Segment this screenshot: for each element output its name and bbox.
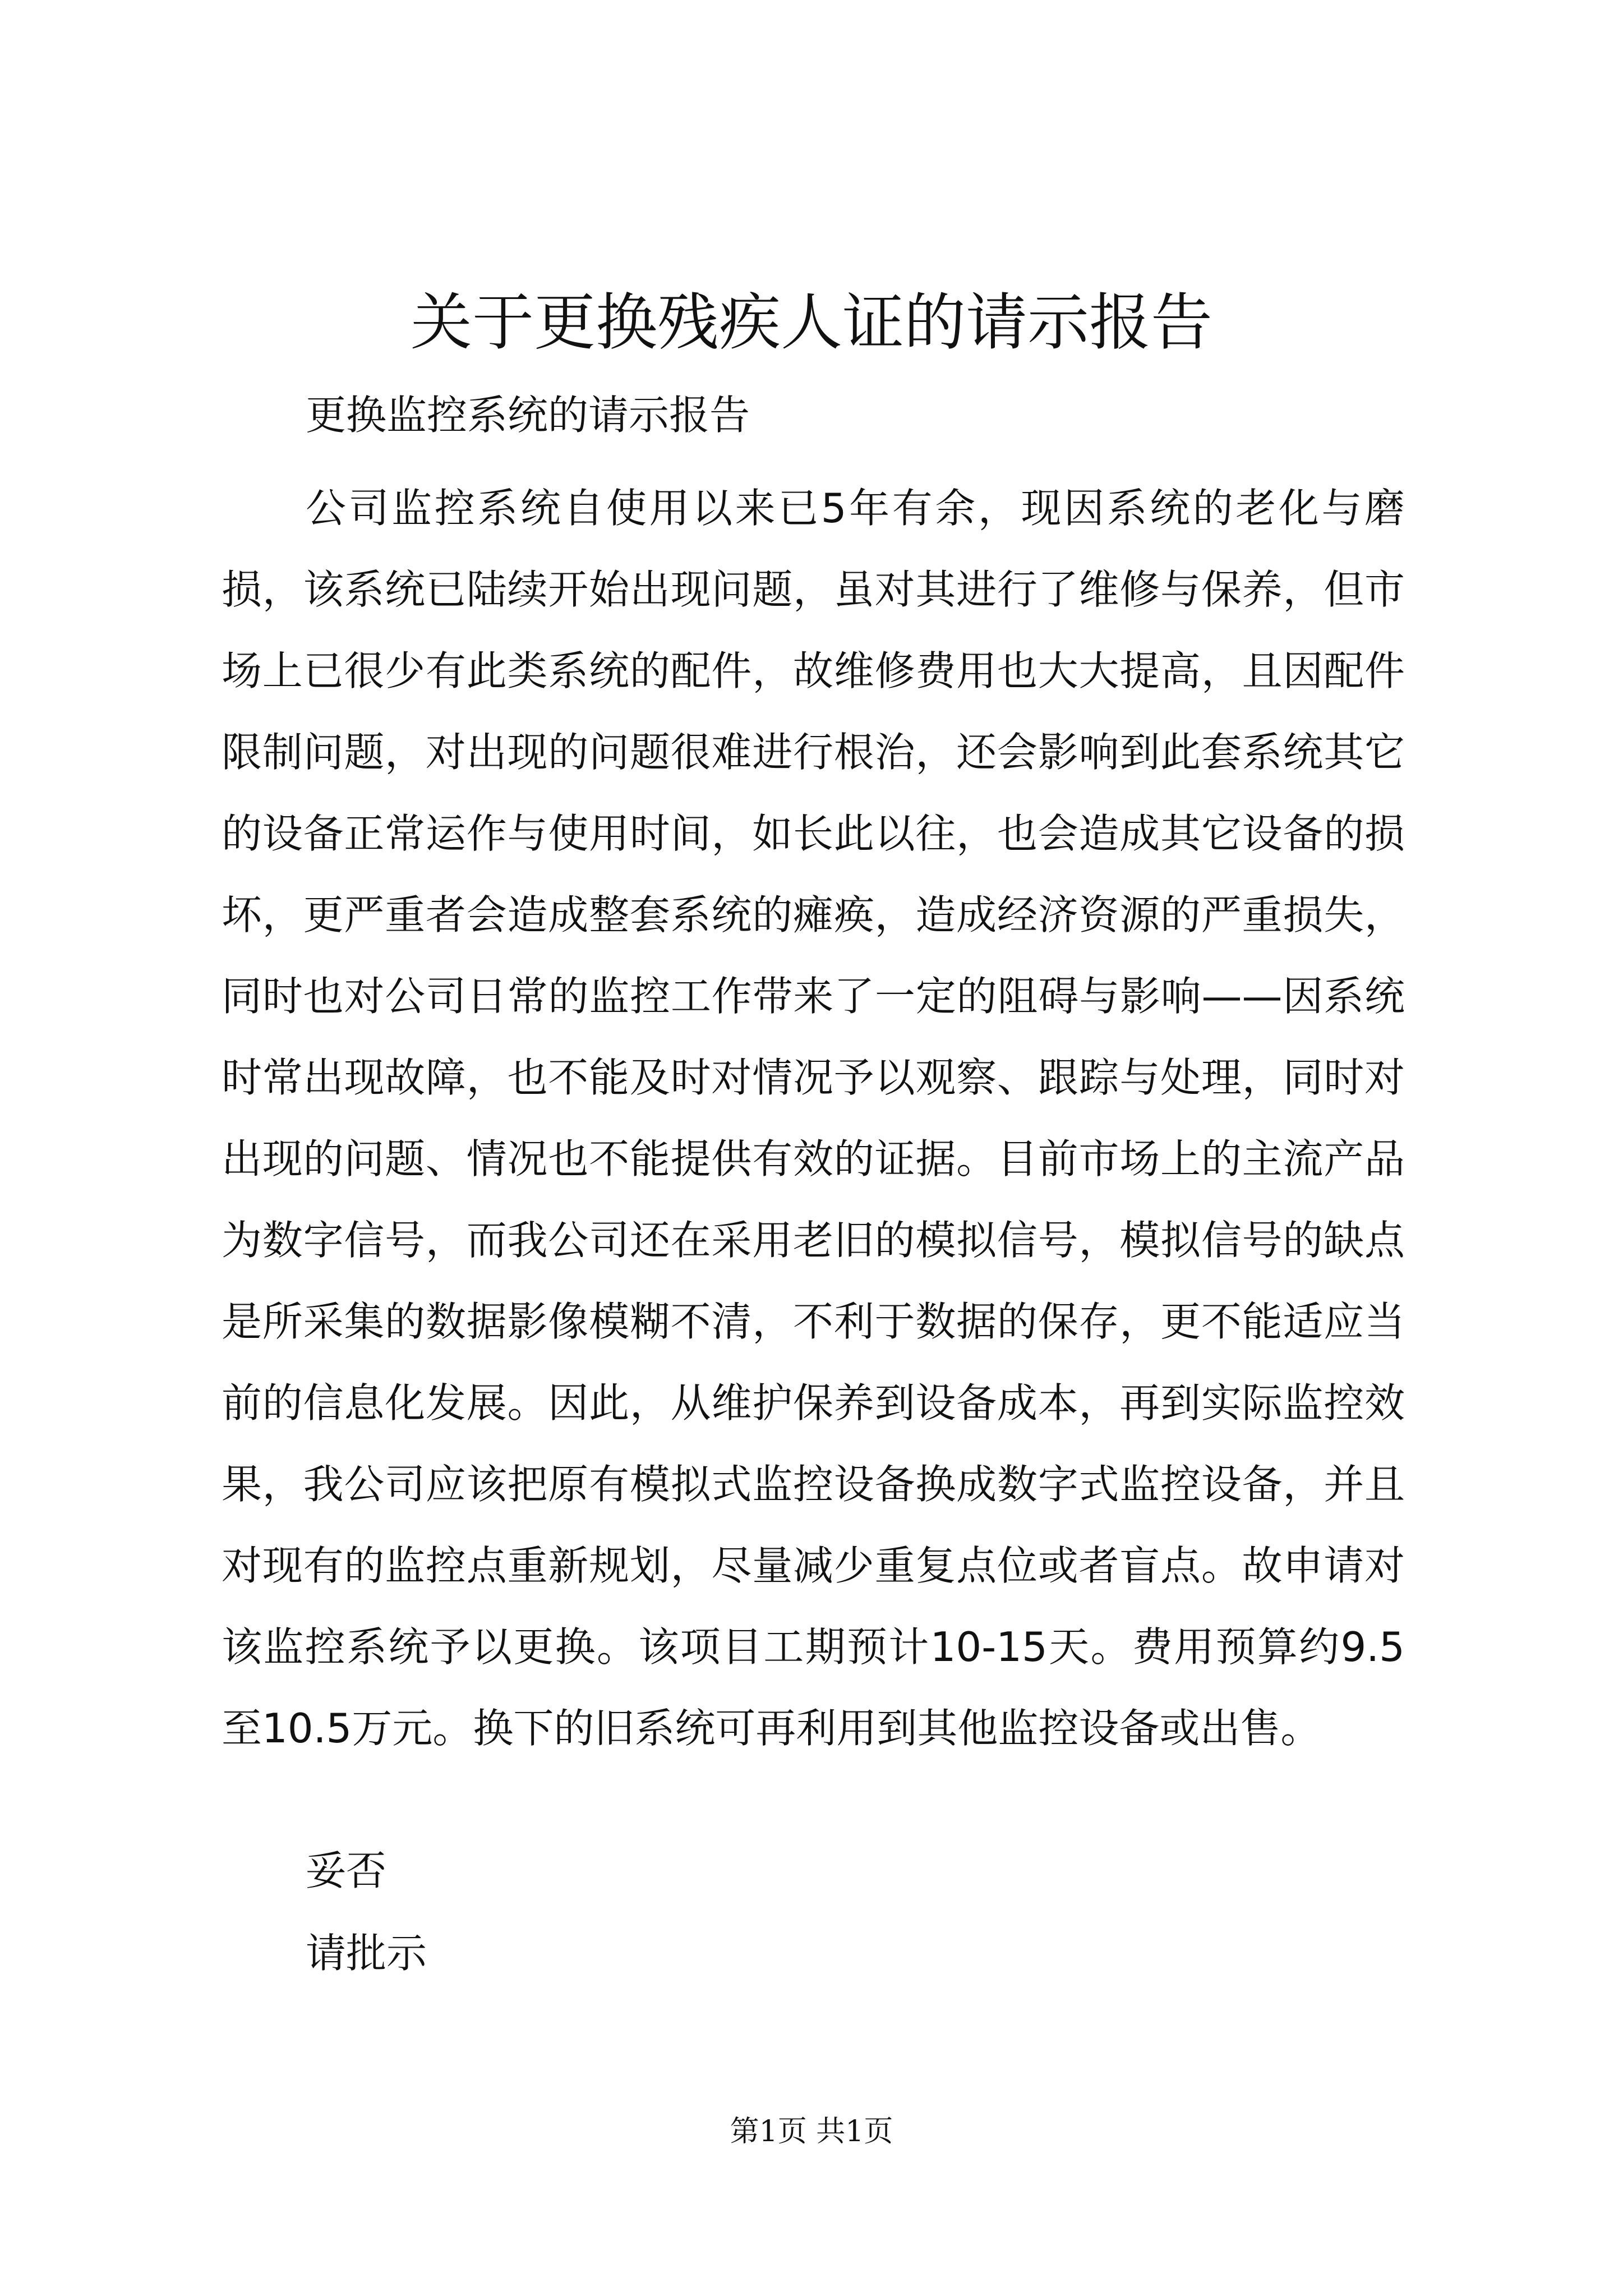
body-paragraph: 公司监控系统自使用以来已5年有余，现因系统的老化与磨损，该系统已陆续开始出现问题，虽对其进行了维修与保养，但市场上已很少有此类系统的配件，故维修费用也大大提高，且因配件限制问题，对出现的问题很难进行根治，还会影响到此套系统其它的设备正常运作与使用时间，如长此以往，也会造成其它设备的损坏，更严重者会造成整套系统的瘫痪，造成经济资源的严重损失，同时也对公司日常的监控工作带来了一定的阻碍与影响——因系统时常出现故障，也不能及时对情况予以观察、跟踪与处理，同时对出现的问题、情况也不能提供有效的证据。目前市场上的主流产品为数字信号，而我公司还在采用老旧的模拟信号，模拟信号的缺点是所采集的数据影像模糊不清，不利于数据的保存，更不能适应当前的信息化发展。因此，从维护保养到设备成本，再到实际监控效果，我公司应该把原有模拟式监控设备换成数字式监控设备，并且对现有的监控点重新规划，尽量减少重复点位或者盲点。故申请对该监控系统予以更换。该项目工期预计10-15天。费用预算约9.5至10.5万元。换下的旧系统可再利用到其他监控设备或出售。: [222, 485, 1405, 1752]
document-title: 关于更换残疾人证的请示报告: [411, 287, 1212, 358]
page-footer: 第1页 共1页: [730, 2115, 893, 2148]
document-subtitle: 更换监控系统的请示报告: [306, 392, 750, 439]
closing-line-1: 妥否: [306, 1847, 387, 1894]
closing-line-2: 请批示: [306, 1930, 427, 1977]
